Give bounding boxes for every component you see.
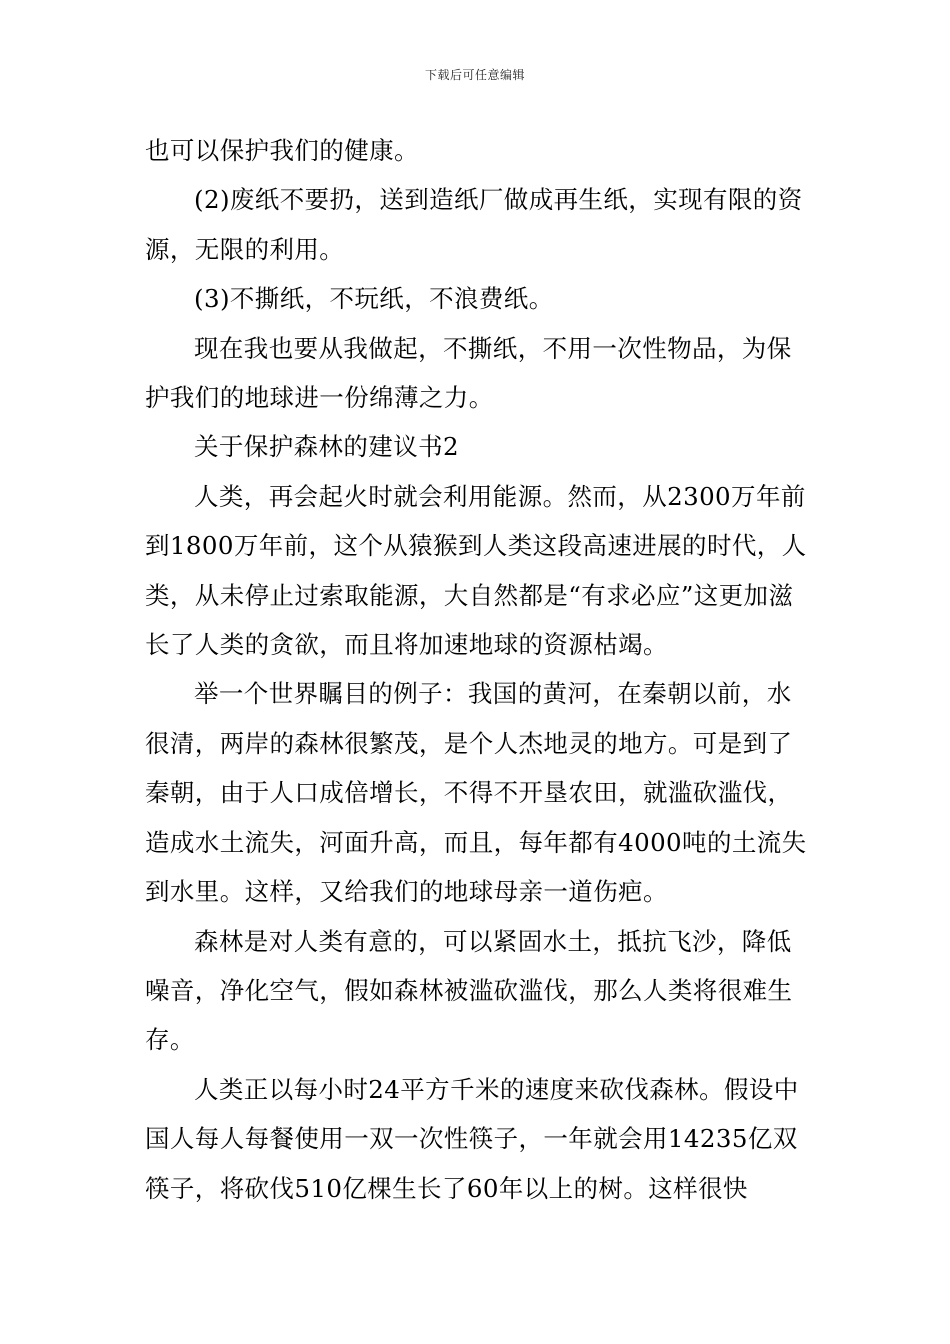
paragraph-2: (2)废纸不要扔，送到造纸厂做成再生纸，实现有限的资源，无限的利用。 — [145, 185, 803, 264]
paragraph-5: 人类，再会起火时就会利用能源。然而，从2300万年前到1800万年前，这个从猿猴到人类这段高速进展的时代，人类，从未停止过索取能源，大自然都是“有求必应”这更加滋长了人类的贪欲，而且将加速地球的资源枯竭。 — [145, 481, 807, 660]
paragraph-4: 现在我也要从我做起，不撕纸，不用一次性物品，为保护我们的地球进一份绵薄之力。 — [145, 333, 792, 413]
paragraph-1: 也可以保护我们的健康。 — [145, 136, 419, 165]
section-heading: 关于保护森林的建议书2 — [194, 432, 459, 462]
document-body — [145, 126, 815, 1213]
paragraph-3: (3)不撕纸，不玩纸，不浪费纸。 — [194, 284, 554, 314]
paragraph-7: 森林是对人类有意的，可以紧固水土，抵抗飞沙，降低噪音，净化空气，假如森林被滥砍滥伐，那么人类将很难生存。 — [145, 926, 793, 1055]
paragraph-6: 举一个世界瞩目的例子：我国的黄河，在秦朝以前，水很清，两岸的森林很繁茂，是个人杰地灵的地方。可是到了秦朝，由于人口成倍增长，不得不开垦农田，就滥砍滥伐，造成水土流失，河面升高，而且，每年都有4000吨的土流失到水里。这样，又给我们的地球母亲一道伤疤。 — [145, 679, 807, 907]
page-header: 下载后可任意编辑 — [424, 68, 525, 82]
paragraph-8: 人类正以每小时24平方千米的速度来砍伐森林。假设中国人每人每餐使用一双一次性筷子，一年就会用14235亿双筷子，将砍伐510亿棵生长了60年以上的树。这样很快 — [145, 1074, 799, 1203]
